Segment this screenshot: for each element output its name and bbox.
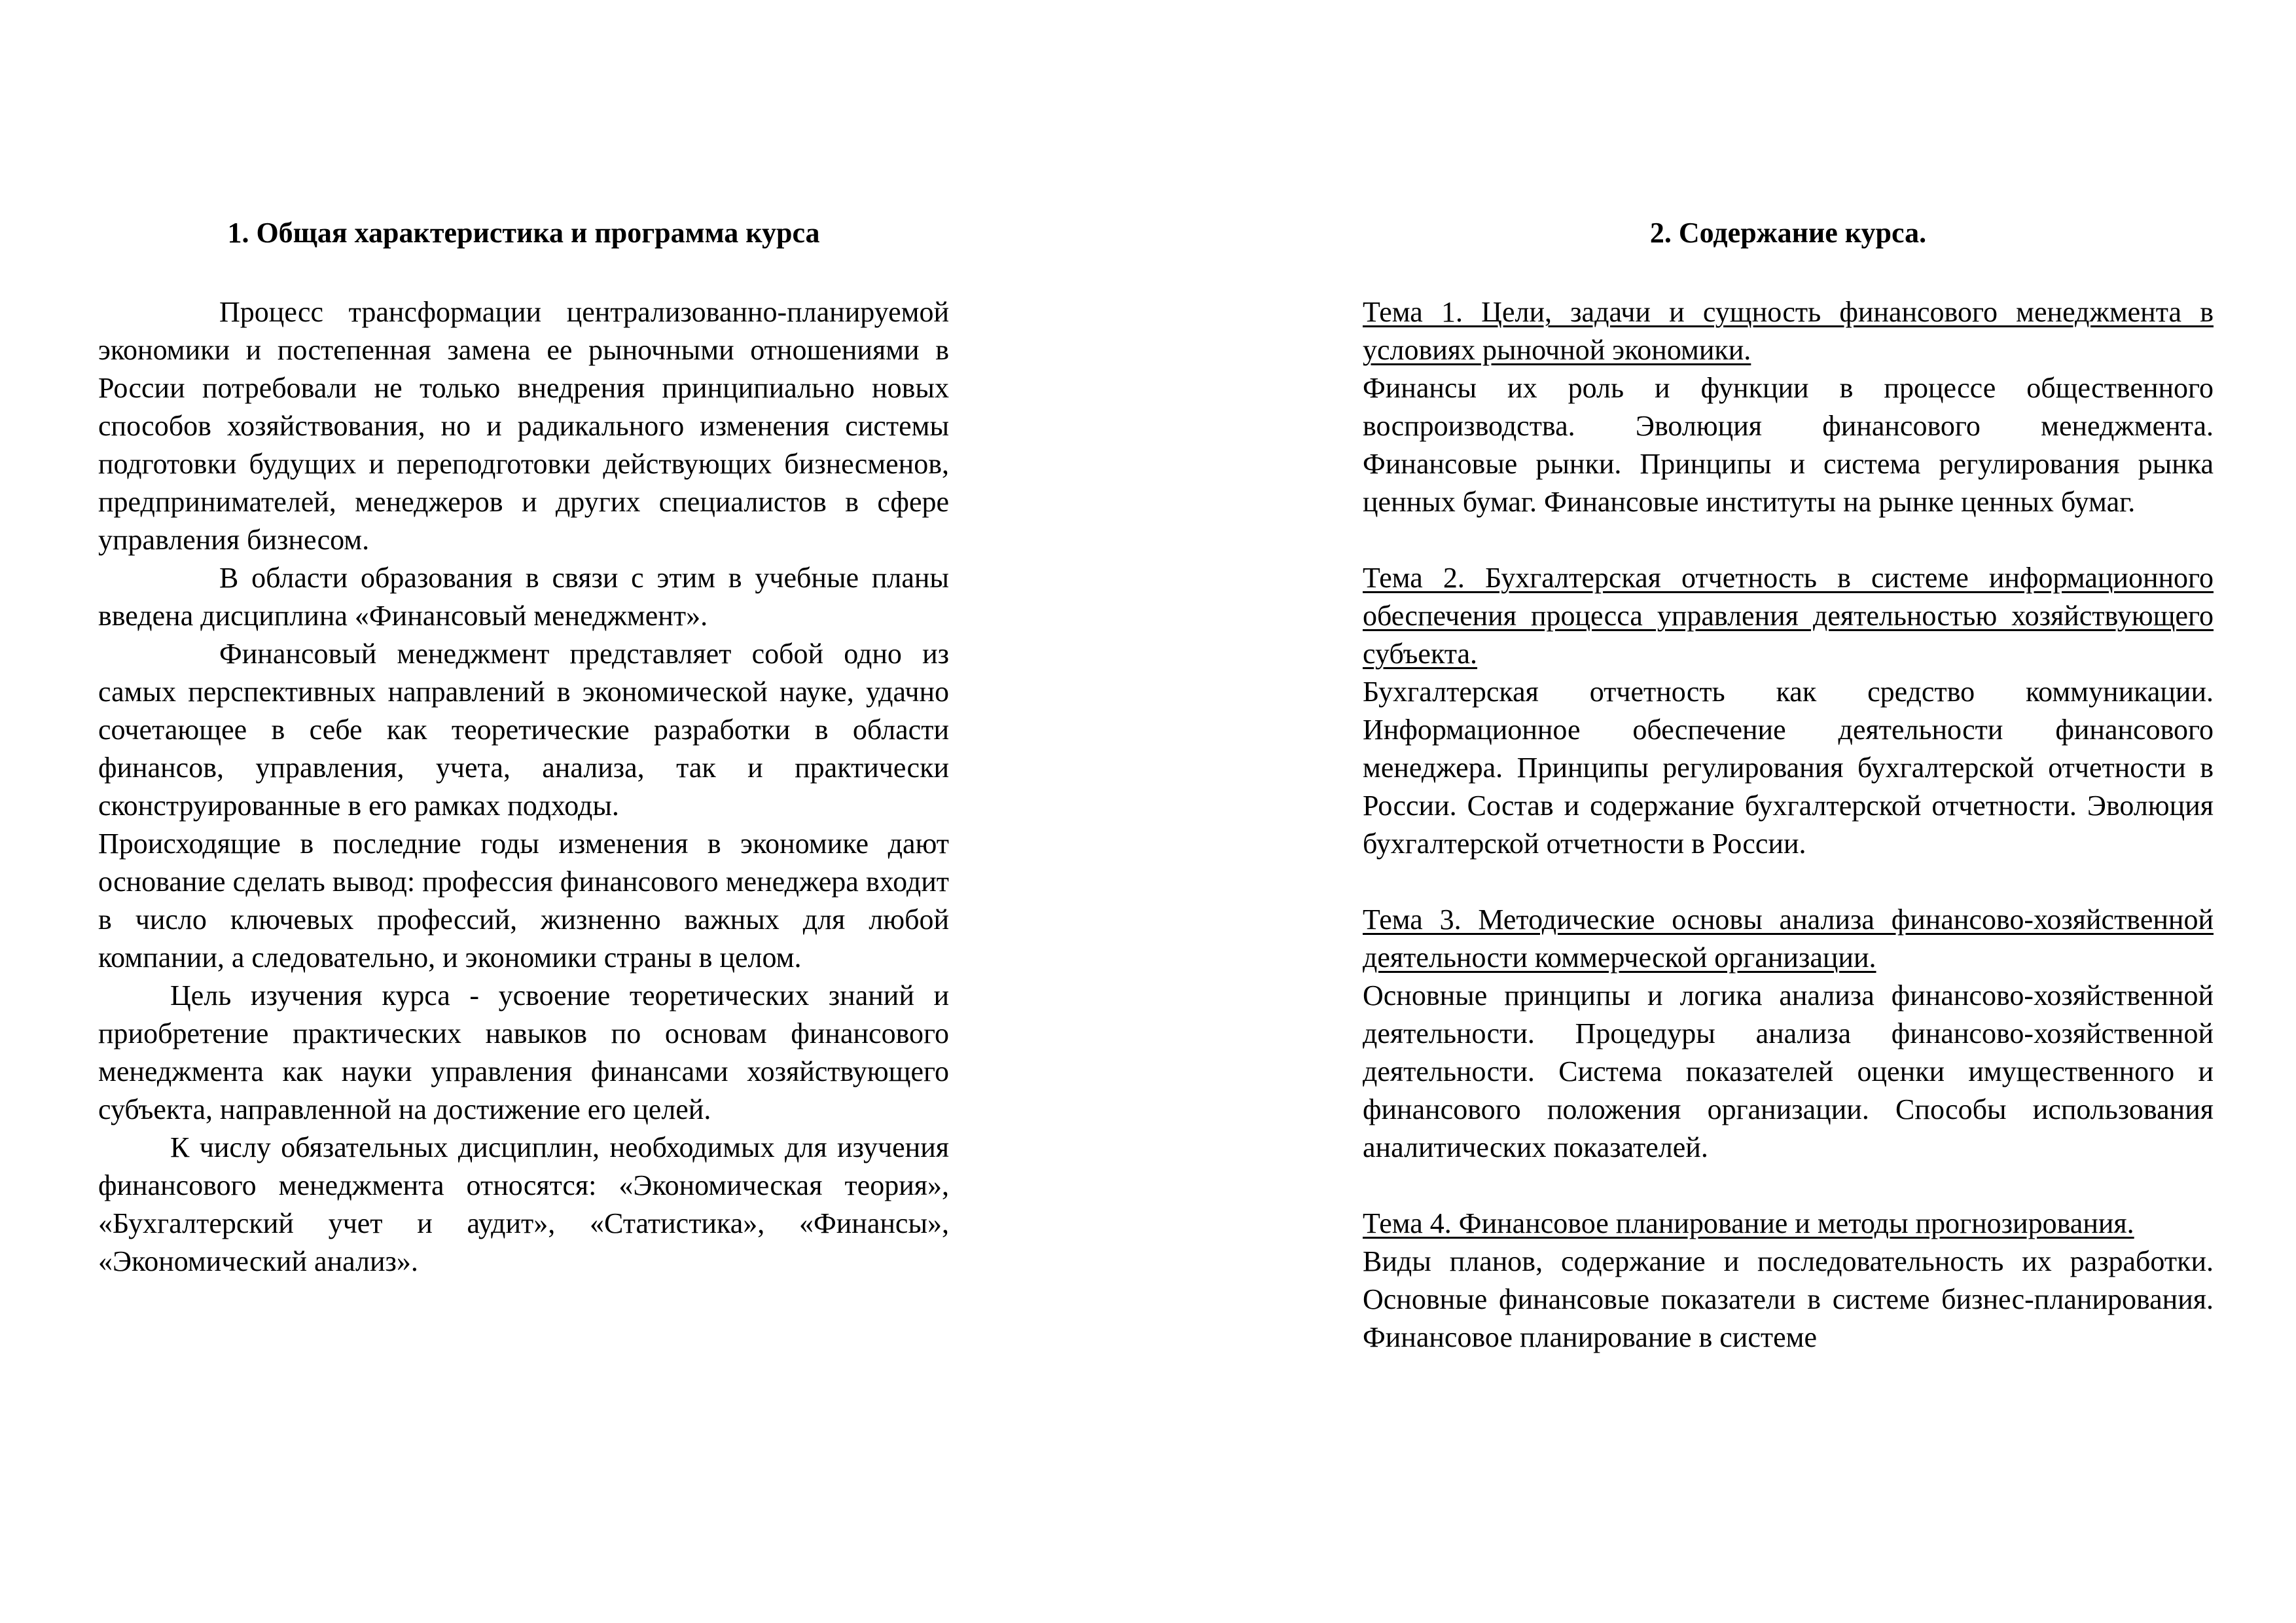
topic-title: Тема 3. Методические основы анализа финансово-хозяйственной деятельности коммерческой организации. <box>1363 903 2214 974</box>
topic-1 <box>1363 293 2214 521</box>
paragraph-prerequisites: К числу обязательных дисциплин, необходимых для изучения финансового менеджмента относятся: «Экономическая теория», «Бухгалтерский учет и аудит», «Статистика», «Финансы», «Экономический анализ». <box>98 1131 949 1277</box>
left-page-heading: 1. Общая характеристика и программа курса <box>227 217 820 249</box>
topic-body: Основные принципы и логика анализа финансово-хозяйственной деятельности. Процедуры анализа финансово-хозяйственной деятельности. Система показателей оценки имущественного и финансового положения организации. Способы использования аналитических показателей. <box>1363 979 2214 1163</box>
paragraph-intro: Процесс трансформации централизованно-планируемой экономики и постепенная замена ее рыночными отношениями в России потребовали не только внедрения принципиально новых способов хозяйствования, но и радикального изменения системы подготовки будущих и переподготовки действующих бизнесменов, предпринимателей, менеджеров и других специалистов в сфере управления бизнесом. <box>98 296 949 556</box>
paragraph-definition: Финансовый менеджмент представляет собой одно из самых перспективных направлений в экономической науке, удачно сочетающее в себе как теоретические разработки в области финансов, управления, учета, анализа, так и практически сконструированные в его рамках подходы. <box>98 638 949 822</box>
topic-body: Виды планов, содержание и последовательность их разработки. Основные финансовые показатели в системе бизнес-планирования. Финансовое планирование в системе <box>1363 1245 2214 1353</box>
topic-title: Тема 4. Финансовое планирование и методы прогнозирования. <box>1363 1207 2134 1239</box>
paragraph-education: В области образования в связи с этим в учебные планы введена дисциплина «Финансовый менеджмент». <box>98 562 949 632</box>
topic-4 <box>1363 1205 2214 1357</box>
topic-body: Финансы их роль и функции в процессе общественного воспроизводства. Эволюция финансового менеджмента. Финансовые рынки. Принципы и система регулирования рынка ценных бумаг. Финансовые институты на рынке ценных бумаг. <box>1363 372 2214 518</box>
topic-3 <box>1363 901 2214 1167</box>
topic-body: Бухгалтерская отчетность как средство коммуникации. Информационное обеспечение деятельности финансового менеджера. Принципы регулирования бухгалтерской отчетности в России. Состав и содержание бухгалтерской отчетности. Эволюция бухгалтерской отчетности в России. <box>1363 676 2214 860</box>
left-page-body <box>98 293 949 1281</box>
right-page-heading: 2. Содержание курса. <box>1649 217 1927 249</box>
topic-2 <box>1363 559 2214 863</box>
right-page-body <box>1363 293 2214 1395</box>
topic-title: Тема 2. Бухгалтерская отчетность в системе информационного обеспечения процесса управления деятельностью хозяйствующего субъекта. <box>1363 562 2214 670</box>
paragraph-course-goal: Цель изучения курса - усвоение теоретических знаний и приобретение практических навыков по основам финансового менеджмента как науки управления финансами хозяйствующего субъекта, направленной на достижение его целей. <box>98 979 949 1125</box>
topic-title: Тема 1. Цели, задачи и сущность финансового менеджмента в условиях рыночной экономики. <box>1363 296 2214 366</box>
paragraph-changes: Происходящие в последние годы изменения в экономике дают основание сделать вывод: профессия финансового менеджера входит в число ключевых профессий, жизненно важных для любой компании, а следовательно, и экономики страны в целом. <box>98 828 949 974</box>
